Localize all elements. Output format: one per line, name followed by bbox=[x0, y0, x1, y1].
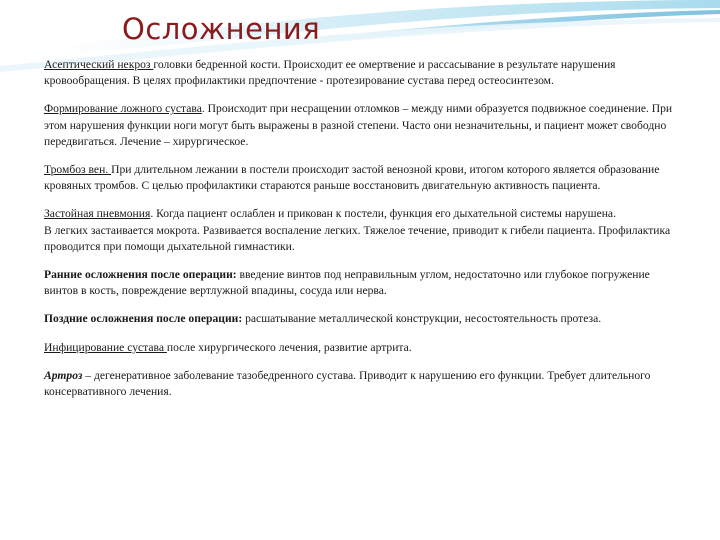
slide-title: Осложнения bbox=[122, 12, 321, 46]
complication-false-joint bbox=[44, 101, 684, 150]
text-joint-infection: после хирургического лечения, развитие артрита. bbox=[166, 340, 412, 354]
text-pneumonia-1: . Когда пациент ослаблен и прикован к постели, функция его дыхательной системы нарушена. bbox=[150, 207, 616, 221]
complications-list bbox=[44, 57, 684, 400]
text-aseptic-necrosis: головки бедренной кости. Происходит ее омертвение и рассасывание в результате нарушения кровообращения. В целях профилактики предпочтение - протезирование сустава перед остеосинтезом. bbox=[44, 58, 616, 88]
term-vein-thrombosis: Тромбоз вен. bbox=[44, 163, 112, 177]
term-pneumonia: Застойная пневмония bbox=[44, 207, 151, 221]
term-late-postop: Поздние осложнения после операции: bbox=[44, 312, 243, 326]
complication-arthrosis bbox=[44, 368, 684, 400]
term-arthrosis: Артроз bbox=[44, 368, 83, 382]
term-joint-infection: Инфицирование сустава bbox=[44, 340, 167, 354]
text-arthrosis: – дегенеративное заболевание тазобедренного сустава. Приводит к нарушению его функции. Требует длительного консервативного лечения. bbox=[44, 368, 651, 399]
text-pneumonia-2: В легких застаивается мокрота. Развивается воспаление легких. Тяжелое течение, приводит к гибели пациента. Профилактика проводится при помощи дыхательной гимнастики. bbox=[44, 223, 671, 253]
term-aseptic-necrosis: Асептический некроз bbox=[44, 58, 154, 71]
complication-aseptic-necrosis bbox=[44, 57, 684, 89]
complication-vein-thrombosis bbox=[44, 162, 684, 194]
term-false-joint: Формирование ложного сустава bbox=[44, 102, 202, 116]
text-false-joint: . Происходит при несращении отломков – между ними образуется подвижное соединение. При этом нарушения функции ноги могут быть выражены в разной степени. Часто они незначительны, и пациент может свободно передвигаться. Лечение – хирургическое. bbox=[44, 102, 673, 148]
text-early-postop: введение винтов под неправильным углом, недостаточно или глубокое погружение винтов в кость, повреждение вертлужной впадины, сосуда или нерва. bbox=[44, 268, 650, 298]
text-late-postop: расшатывание металлической конструкции, несостоятельность протеза. bbox=[242, 312, 602, 326]
complication-late-postop bbox=[44, 311, 684, 327]
term-early-postop: Ранние осложнения после операции: bbox=[44, 268, 237, 282]
complication-pneumonia bbox=[44, 206, 684, 255]
complication-early-postop bbox=[44, 267, 684, 299]
complication-joint-infection bbox=[44, 340, 684, 356]
text-vein-thrombosis: При длительном лежании в постели происходит застой венозной крови, итогом которого является образование кровяных тромбов. С целью профилактики стараются раньше восстановить двигательную активность пациента. bbox=[44, 163, 660, 193]
